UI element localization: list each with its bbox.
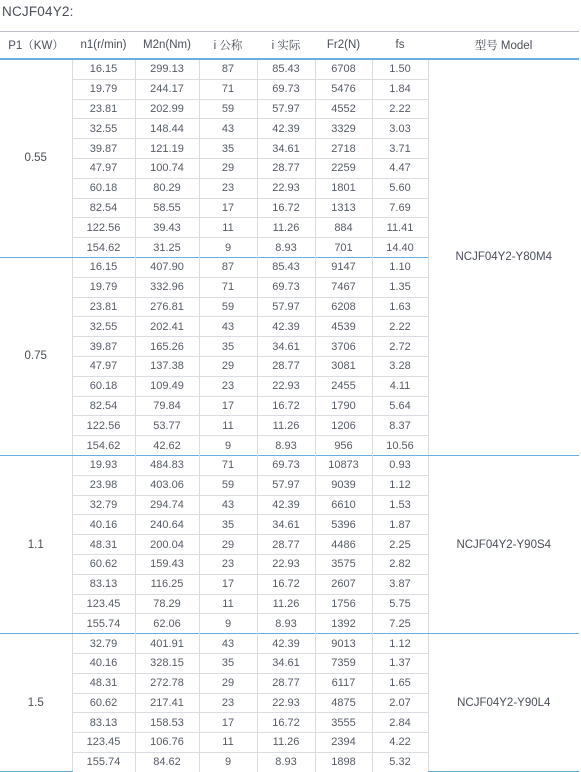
data-cell: 29 <box>199 356 257 376</box>
data-cell: 59 <box>199 297 257 317</box>
data-cell: 39.87 <box>72 337 135 357</box>
data-cell: 155.74 <box>72 752 135 771</box>
data-cell: 407.90 <box>135 257 199 277</box>
data-cell: 202.99 <box>135 99 199 119</box>
data-cell: 10.56 <box>386 439 414 452</box>
data-cell: 84.62 <box>135 752 199 771</box>
data-cell: 43 <box>199 119 257 139</box>
data-cell: 2.07 <box>372 693 428 713</box>
data-cell: 1.87 <box>372 515 428 535</box>
data-cell: 5.75 <box>372 594 428 614</box>
data-cell: 71 <box>199 277 257 297</box>
data-cell: 39.43 <box>135 218 199 238</box>
data-cell: 43 <box>199 634 257 654</box>
data-cell: 83.13 <box>72 713 135 733</box>
header-output-torque: M2n(Nm) <box>135 32 199 60</box>
specification-table <box>0 31 579 772</box>
data-cell: 401.91 <box>135 634 199 654</box>
data-cell: 122.56 <box>72 218 135 238</box>
data-cell: 42.39 <box>257 634 315 654</box>
data-cell: 5.32 <box>389 756 411 769</box>
data-cell: 1.10 <box>372 257 428 277</box>
data-cell: 240.64 <box>135 515 199 535</box>
data-cell: 4539 <box>315 317 372 337</box>
data-cell: 217.41 <box>135 693 199 713</box>
data-cell: 59 <box>199 475 257 495</box>
header-radial-load: Fr2(N) <box>315 32 372 60</box>
data-cell: 62.06 <box>135 614 199 634</box>
table-row <box>0 59 579 79</box>
data-cell: 1.12 <box>372 634 428 654</box>
data-cell: 1.63 <box>372 297 428 317</box>
data-cell: 11 <box>199 594 257 614</box>
data-cell: 10873 <box>315 455 372 475</box>
header-power: P1（KW） <box>0 32 72 60</box>
data-cell: 9 <box>199 436 257 456</box>
data-cell: 28.77 <box>257 158 315 178</box>
data-cell: 202.41 <box>135 317 199 337</box>
data-cell: 294.74 <box>135 495 199 515</box>
data-cell: 32.55 <box>72 317 135 337</box>
data-cell: 34.61 <box>257 653 315 673</box>
data-cell: 23 <box>199 376 257 396</box>
data-cell: 5476 <box>315 79 372 99</box>
data-cell: 9039 <box>315 475 372 495</box>
data-cell: 40.16 <box>72 653 135 673</box>
data-cell: 100.74 <box>135 158 199 178</box>
data-cell: 484.83 <box>135 455 199 475</box>
data-cell: 116.25 <box>135 574 199 594</box>
data-cell: 16.72 <box>257 396 315 416</box>
data-cell: 1.50 <box>372 59 428 79</box>
data-cell: 11.26 <box>257 218 315 238</box>
data-cell: 2.22 <box>372 317 428 337</box>
data-cell: 9 <box>199 614 257 634</box>
data-cell: 16.72 <box>257 198 315 218</box>
data-cell: 1801 <box>315 178 372 198</box>
data-cell: 2718 <box>315 139 372 159</box>
data-cell: 34.61 <box>257 515 315 535</box>
data-cell: 884 <box>315 218 372 238</box>
data-cell: 2.82 <box>372 554 428 574</box>
header-model: 型号 Model <box>428 32 579 60</box>
table-body <box>0 59 579 772</box>
data-cell: 60.62 <box>72 693 135 713</box>
table-title: NCJF04Y2: <box>2 4 74 19</box>
data-cell: 22.93 <box>257 178 315 198</box>
data-cell: 43 <box>199 317 257 337</box>
power-cell: 0.75 <box>0 257 72 455</box>
data-cell: 42.39 <box>257 495 315 515</box>
header-service-factor: fs <box>372 32 428 60</box>
data-cell: 42.39 <box>257 119 315 139</box>
data-cell: 85.43 <box>257 257 315 277</box>
data-cell: 16.72 <box>257 713 315 733</box>
data-cell: 200.04 <box>135 535 199 555</box>
data-cell: 158.53 <box>135 713 199 733</box>
data-cell: 23.98 <box>72 475 135 495</box>
data-cell: 60.18 <box>72 376 135 396</box>
data-cell: 42.62 <box>135 436 199 456</box>
data-cell: 35 <box>199 515 257 535</box>
data-cell: 48.31 <box>72 535 135 555</box>
data-cell: 155.74 <box>72 614 135 634</box>
data-cell: 58.55 <box>135 198 199 218</box>
data-cell: 1313 <box>315 198 372 218</box>
data-cell: 4875 <box>315 693 372 713</box>
data-cell: 47.97 <box>72 158 135 178</box>
data-cell: 3.87 <box>372 574 428 594</box>
data-cell: 6708 <box>315 59 372 79</box>
data-cell: 122.56 <box>72 416 135 436</box>
header-input-speed: n1(r/min) <box>72 32 135 60</box>
data-cell: 17 <box>199 574 257 594</box>
data-cell: 32.79 <box>72 495 135 515</box>
data-cell: 1898 <box>315 752 372 771</box>
table-row <box>0 634 579 654</box>
data-cell: 9 <box>199 752 257 771</box>
data-cell: 244.17 <box>135 79 199 99</box>
header-nominal-ratio: i 公称 <box>199 32 257 60</box>
data-cell: 69.73 <box>257 79 315 99</box>
data-cell: 32.79 <box>72 634 135 654</box>
data-cell: 1.53 <box>372 495 428 515</box>
data-cell: 148.44 <box>135 119 199 139</box>
power-cell: 0.55 <box>0 59 72 257</box>
data-cell: 5.60 <box>372 178 428 198</box>
data-cell: 34.61 <box>257 139 315 159</box>
data-cell: 16.72 <box>257 574 315 594</box>
data-cell: 14.40 <box>386 241 414 254</box>
data-cell: 3081 <box>315 356 372 376</box>
model-cell: NCJF04Y2-Y90S4 <box>428 455 579 633</box>
data-cell: 8.93 <box>257 238 315 258</box>
data-cell: 19.79 <box>72 79 135 99</box>
data-cell: 272.78 <box>135 673 199 693</box>
data-cell: 1.84 <box>372 79 428 99</box>
data-cell: 23 <box>199 554 257 574</box>
data-cell: 1756 <box>315 594 372 614</box>
data-cell: 87 <box>199 257 257 277</box>
data-cell: 276.81 <box>135 297 199 317</box>
data-cell: 4.11 <box>372 376 428 396</box>
data-cell: 11.26 <box>257 733 315 753</box>
data-cell: 6117 <box>315 673 372 693</box>
data-cell: 2455 <box>315 376 372 396</box>
data-cell: 35 <box>199 653 257 673</box>
data-cell: 53.77 <box>135 416 199 436</box>
data-cell: 11 <box>199 733 257 753</box>
data-cell: 1.65 <box>372 673 428 693</box>
data-cell: 4.22 <box>372 733 428 753</box>
data-cell: 22.93 <box>257 376 315 396</box>
data-cell: 83.13 <box>72 574 135 594</box>
data-cell: 3.28 <box>372 356 428 376</box>
data-cell: 8.93 <box>257 614 315 634</box>
data-cell: 7.69 <box>372 198 428 218</box>
data-cell: 7359 <box>315 653 372 673</box>
data-cell: 19.93 <box>72 455 135 475</box>
data-cell: 701 <box>315 238 372 258</box>
data-cell: 123.45 <box>72 594 135 614</box>
data-cell: 11 <box>199 218 257 238</box>
data-cell: 5396 <box>315 515 372 535</box>
data-cell: 34.61 <box>257 337 315 357</box>
data-cell: 19.79 <box>72 277 135 297</box>
data-cell: 3.03 <box>372 119 428 139</box>
model-cell: NCJF04Y2-Y90L4 <box>428 634 579 772</box>
data-cell: 403.06 <box>135 475 199 495</box>
data-cell: 159.43 <box>135 554 199 574</box>
data-cell: 2.25 <box>372 535 428 555</box>
data-cell: 40.16 <box>72 515 135 535</box>
data-cell: 87 <box>199 59 257 79</box>
data-cell: 42.39 <box>257 317 315 337</box>
data-cell: 956 <box>315 436 372 456</box>
data-cell: 28.77 <box>257 356 315 376</box>
data-cell: 71 <box>199 455 257 475</box>
data-cell: 7467 <box>315 277 372 297</box>
data-cell: 332.96 <box>135 277 199 297</box>
data-cell: 6208 <box>315 297 372 317</box>
data-cell: 2259 <box>315 158 372 178</box>
data-cell: 1206 <box>315 416 372 436</box>
data-cell: 1790 <box>315 396 372 416</box>
header-actual-ratio: i 实际 <box>257 32 315 60</box>
data-cell: 299.13 <box>135 59 199 79</box>
data-cell: 11.26 <box>257 416 315 436</box>
data-cell: 137.38 <box>135 356 199 376</box>
data-cell: 39.87 <box>72 139 135 159</box>
data-cell: 154.62 <box>72 238 135 258</box>
data-cell: 16.15 <box>72 59 135 79</box>
power-cell: 1.1 <box>0 455 72 633</box>
data-cell: 2.22 <box>372 99 428 119</box>
data-cell: 6610 <box>315 495 372 515</box>
data-cell: 1.35 <box>372 277 428 297</box>
data-cell: 8.93 <box>257 752 315 771</box>
header-row <box>0 32 579 60</box>
data-cell: 11 <box>199 416 257 436</box>
data-cell: 4486 <box>315 535 372 555</box>
data-cell: 7.25 <box>389 617 411 630</box>
data-cell: 60.62 <box>72 554 135 574</box>
data-cell: 2.84 <box>372 713 428 733</box>
data-cell: 4552 <box>315 99 372 119</box>
data-cell: 11.41 <box>372 218 428 238</box>
data-cell: 69.73 <box>257 455 315 475</box>
data-cell: 109.49 <box>135 376 199 396</box>
data-cell: 17 <box>199 396 257 416</box>
data-cell: 17 <box>199 713 257 733</box>
data-cell: 23 <box>199 178 257 198</box>
data-cell: 106.76 <box>135 733 199 753</box>
data-cell: 1392 <box>315 614 372 634</box>
data-cell: 47.97 <box>72 356 135 376</box>
data-cell: 3575 <box>315 554 372 574</box>
data-cell: 57.97 <box>257 297 315 317</box>
data-cell: 35 <box>199 337 257 357</box>
data-cell: 17 <box>199 198 257 218</box>
data-cell: 3329 <box>315 119 372 139</box>
data-cell: 9013 <box>315 634 372 654</box>
data-cell: 2.72 <box>372 337 428 357</box>
data-cell: 23.81 <box>72 297 135 317</box>
data-cell: 328.15 <box>135 653 199 673</box>
data-cell: 80.29 <box>135 178 199 198</box>
data-cell: 43 <box>199 495 257 515</box>
data-cell: 82.54 <box>72 198 135 218</box>
data-cell: 3.71 <box>372 139 428 159</box>
data-cell: 5.64 <box>372 396 428 416</box>
data-cell: 0.93 <box>372 455 428 475</box>
table-row <box>0 455 579 475</box>
data-cell: 32.55 <box>72 119 135 139</box>
data-cell: 3706 <box>315 337 372 357</box>
data-cell: 59 <box>199 99 257 119</box>
data-cell: 9147 <box>315 257 372 277</box>
data-cell: 2394 <box>315 733 372 753</box>
data-cell: 22.93 <box>257 554 315 574</box>
data-cell: 28.77 <box>257 673 315 693</box>
data-cell: 1.12 <box>372 475 428 495</box>
data-cell: 48.31 <box>72 673 135 693</box>
data-cell: 154.62 <box>72 436 135 456</box>
data-cell: 165.26 <box>135 337 199 357</box>
power-cell: 1.5 <box>0 634 72 772</box>
data-cell: 79.84 <box>135 396 199 416</box>
data-cell: 2607 <box>315 574 372 594</box>
data-cell: 29 <box>199 535 257 555</box>
data-cell: 60.18 <box>72 178 135 198</box>
data-cell: 29 <box>199 673 257 693</box>
data-cell: 8.93 <box>257 436 315 456</box>
data-cell: 11.26 <box>257 594 315 614</box>
data-cell: 16.15 <box>72 257 135 277</box>
data-cell: 3555 <box>315 713 372 733</box>
data-cell: 85.43 <box>257 59 315 79</box>
data-cell: 57.97 <box>257 475 315 495</box>
data-cell: 22.93 <box>257 693 315 713</box>
model-cell: NCJF04Y2-Y80M4 <box>428 59 579 455</box>
data-cell: 121.19 <box>135 139 199 159</box>
data-cell: 78.29 <box>135 594 199 614</box>
data-cell: 9 <box>199 238 257 258</box>
data-cell: 1.37 <box>372 653 428 673</box>
data-cell: 23 <box>199 693 257 713</box>
data-cell: 29 <box>199 158 257 178</box>
data-cell: 35 <box>199 139 257 159</box>
data-cell: 28.77 <box>257 535 315 555</box>
data-cell: 31.25 <box>135 238 199 258</box>
data-cell: 71 <box>199 79 257 99</box>
data-cell: 57.97 <box>257 99 315 119</box>
data-cell: 69.73 <box>257 277 315 297</box>
data-cell: 23.81 <box>72 99 135 119</box>
data-cell: 123.45 <box>72 733 135 753</box>
data-cell: 8.37 <box>372 416 428 436</box>
data-cell: 82.54 <box>72 396 135 416</box>
data-cell: 4.47 <box>372 158 428 178</box>
